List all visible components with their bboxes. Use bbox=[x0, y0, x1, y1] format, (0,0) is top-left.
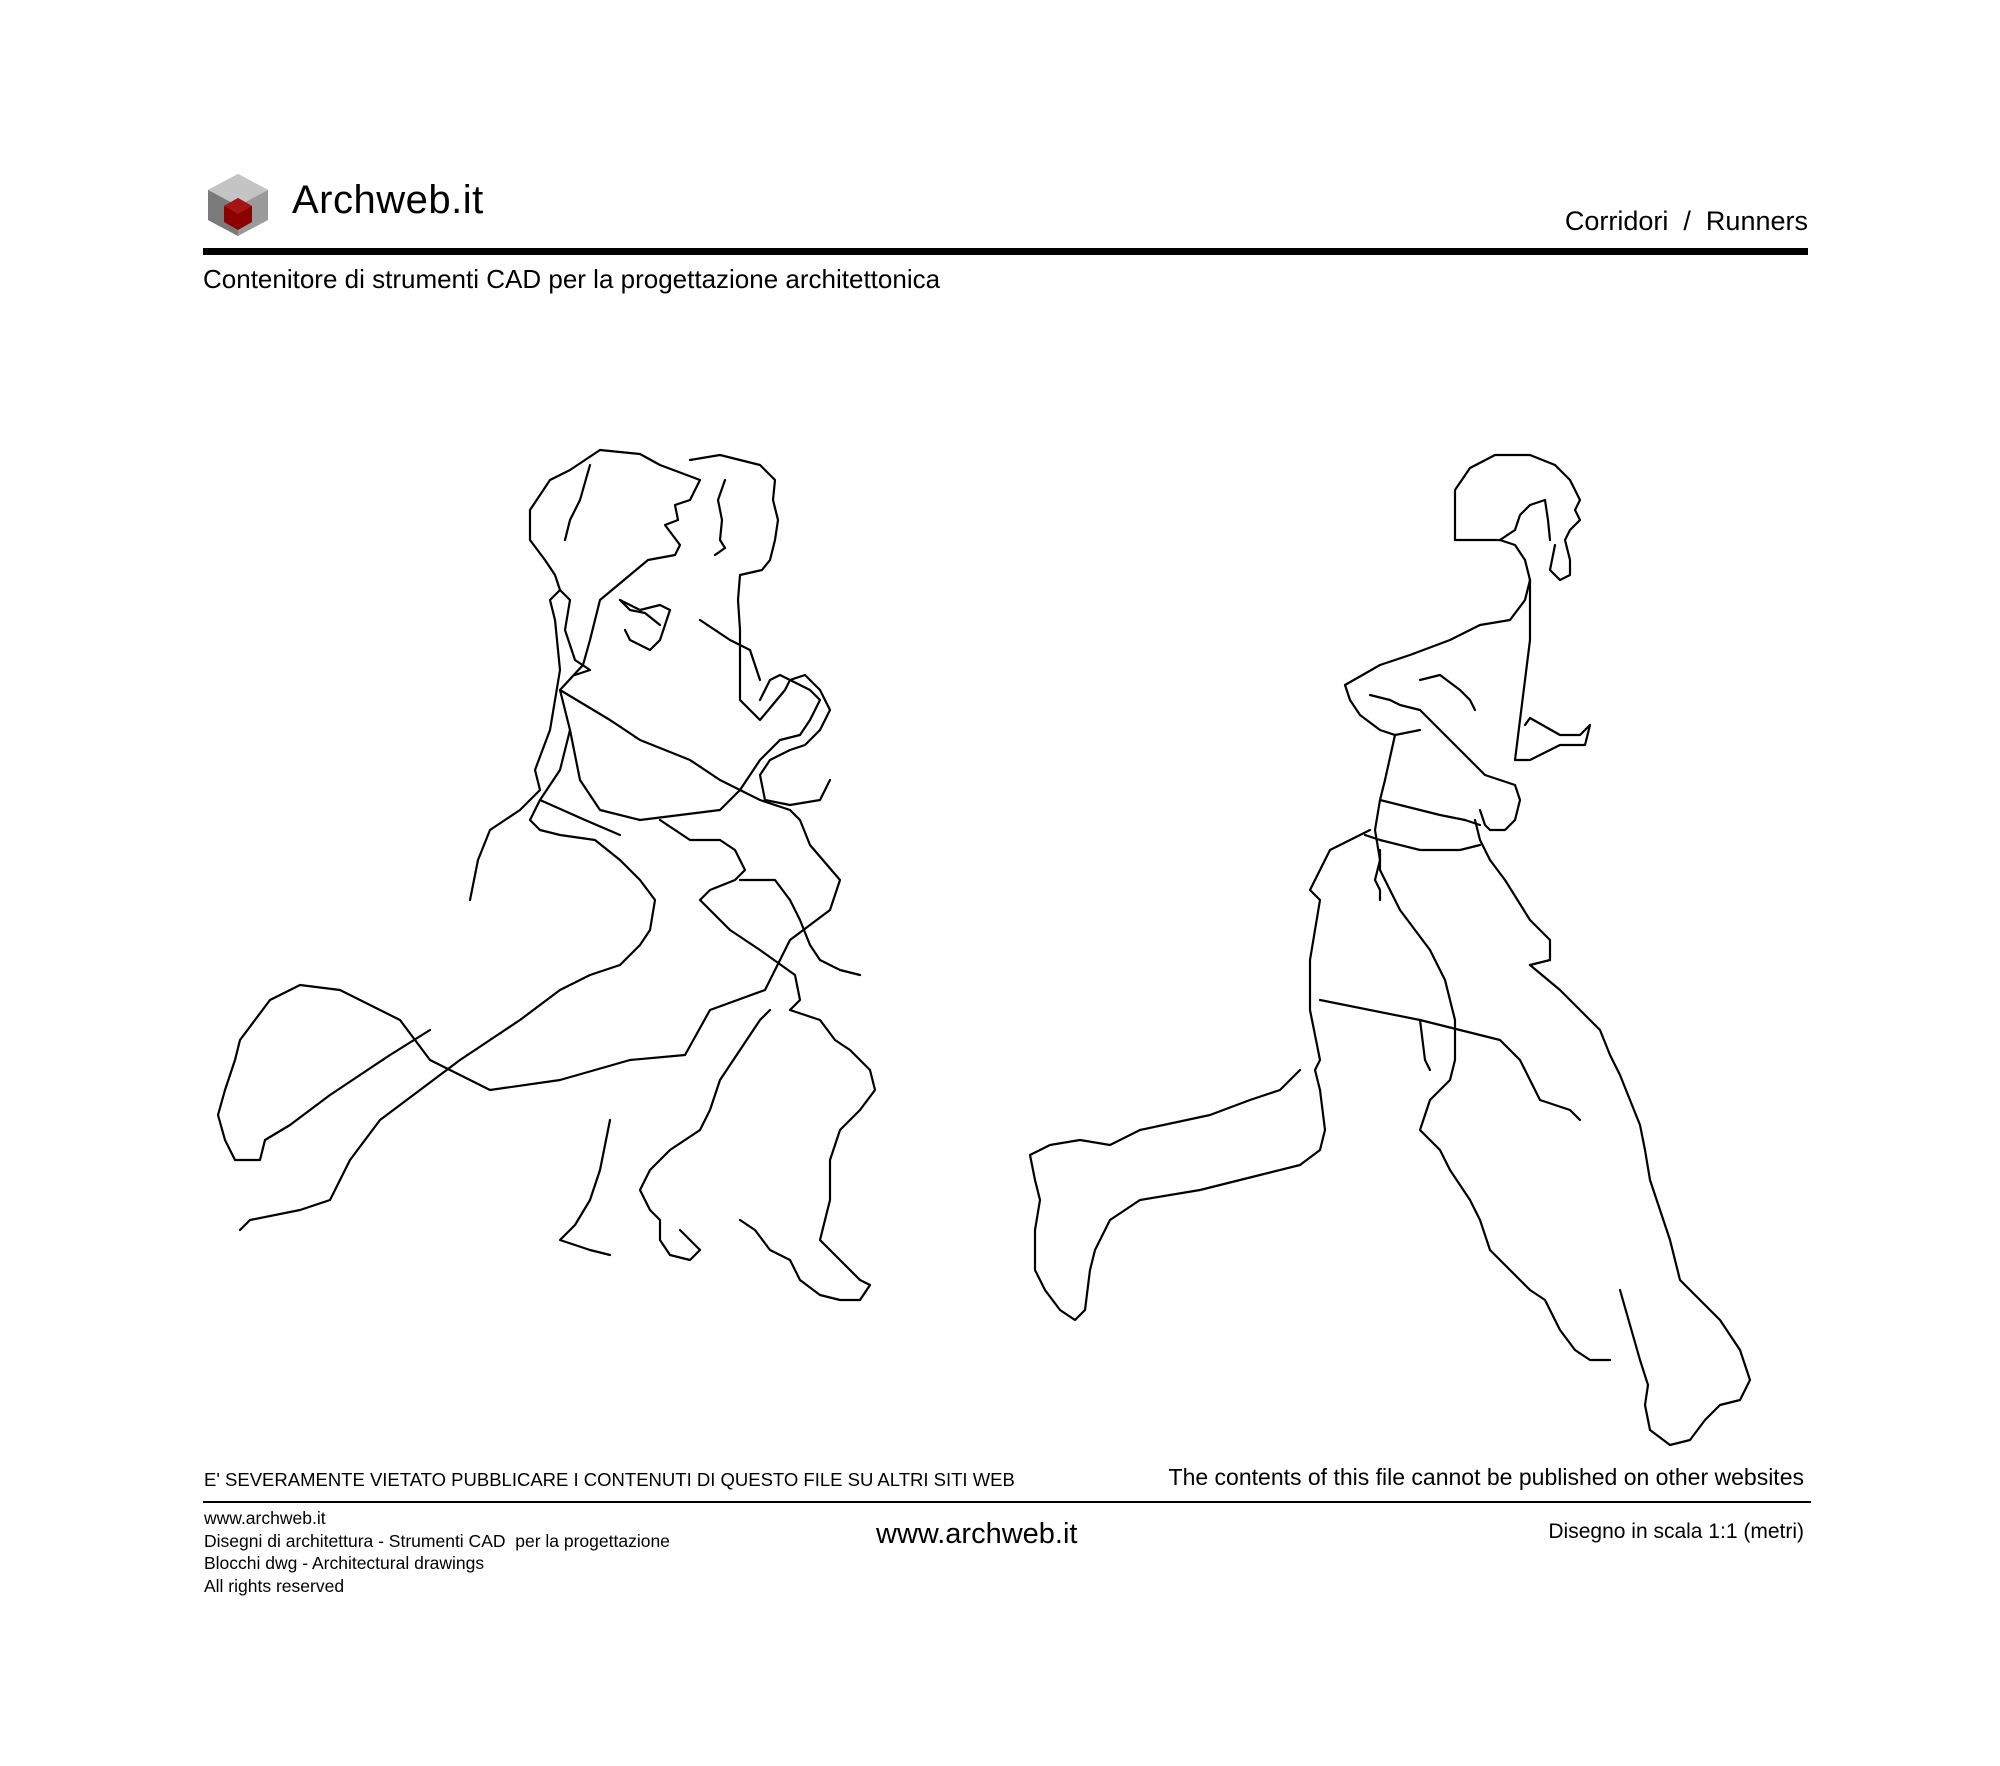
woman-runner-back bbox=[560, 455, 875, 1300]
drawing-category: Corridori / Runners bbox=[1564, 206, 1808, 236]
brand-title: Archweb.it bbox=[292, 178, 484, 222]
footer-line: www.archweb.it bbox=[204, 1508, 326, 1528]
warning-italian: E' SEVERAMENTE VIETATO PUBBLICARE I CONTENUTI DI QUESTO FILE SU ALTRI SITI WEB bbox=[204, 1469, 1015, 1490]
footer-url: www.archweb.it bbox=[876, 1518, 1078, 1550]
tagline: Contenitore di strumenti CAD per la progettazione architettonica bbox=[203, 264, 941, 294]
man-runner bbox=[1030, 455, 1750, 1445]
woman-runner-front bbox=[218, 450, 840, 1230]
drawing-scale: Disegno in scala 1:1 (metri) bbox=[1548, 1520, 1804, 1543]
footer-line: All rights reserved bbox=[204, 1575, 345, 1596]
footer-info bbox=[204, 1507, 670, 1597]
footer-divider bbox=[203, 1501, 1811, 1503]
footer-line: Disegni di architettura - Strumenti CAD per la progettazione bbox=[204, 1530, 670, 1551]
footer-line: Blocchi dwg - Architectural drawings bbox=[204, 1553, 485, 1573]
warning-english: The contents of this file cannot be published on other websites bbox=[1168, 1464, 1804, 1490]
